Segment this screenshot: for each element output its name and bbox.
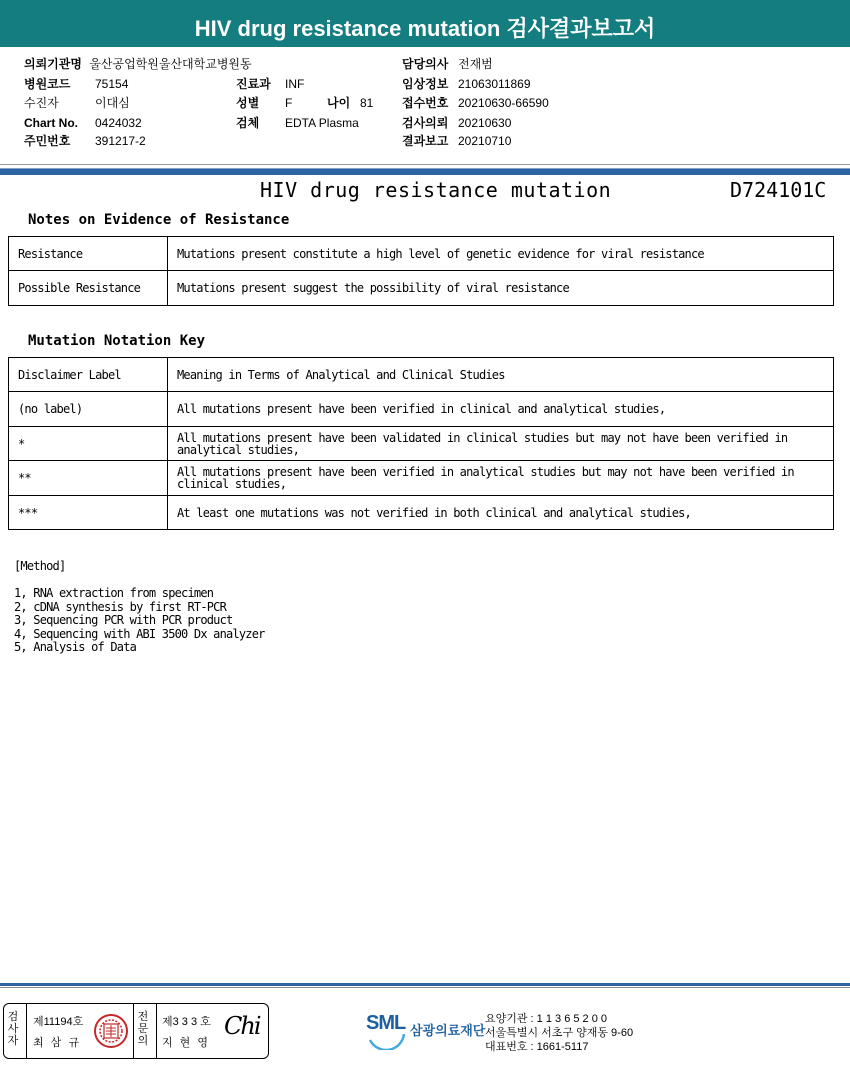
table-row <box>9 358 834 392</box>
requesting-org-value: 울산공업학원울산대학교병원동 <box>89 57 252 71</box>
doctor-label: 담당의사 <box>402 57 449 71</box>
specialist-license: 제3 3 3 호 <box>162 1016 211 1028</box>
list-item: 2, cDNA synthesis by first RT-PCR <box>14 599 227 614</box>
specimen-value: EDTA Plasma <box>285 116 359 130</box>
examiner-seal-icon <box>93 1013 129 1049</box>
doctor-value: 전재범 <box>458 57 493 71</box>
header-blue-rule <box>0 168 850 175</box>
phone-number: 대표번호 : 1661-5117 <box>485 1041 589 1053</box>
patient-name-label: 수진자 <box>24 96 59 110</box>
org-name: 삼광의료재단 <box>410 1023 486 1038</box>
key-text-one-star: All mutations present have been validated in clinical studies but may not have been verified in analytical studies, <box>168 427 834 461</box>
resident-no-value: 391217-2 <box>95 134 146 148</box>
request-date-value: 20210630 <box>458 116 512 130</box>
report-code: D724101C <box>730 178 827 202</box>
examiner-label: 검사자 <box>7 1011 19 1047</box>
footer-blue-rule <box>0 983 850 986</box>
divider <box>133 1003 134 1058</box>
sex-value: F <box>285 96 293 110</box>
method-heading: [Method] <box>14 559 66 573</box>
age-label: 나이 <box>327 96 351 110</box>
key-label-no-label: (no label) <box>9 392 168 427</box>
key-label-two-star: ** <box>9 461 168 496</box>
list-item: 4, Sequencing with ABI 3500 Dx analyzer <box>14 626 265 641</box>
notes-label-resistance: Resistance <box>9 237 168 271</box>
hospital-code-label: 병원코드 <box>24 77 71 91</box>
notes-text-resistance: Mutations present constitute a high level of genetic evidence for viral resistance <box>168 237 834 271</box>
key-heading: Mutation Notation Key <box>28 333 206 349</box>
key-table <box>8 357 834 530</box>
clinical-info-value: 21063011869 <box>458 77 531 91</box>
signature: Chi <box>224 1012 260 1040</box>
chart-no-value: 0424032 <box>95 116 142 130</box>
header-divider <box>0 164 850 165</box>
notes-heading: Notes on Evidence of Resistance <box>28 212 290 228</box>
notes-text-possible: Mutations present suggest the possibility of viral resistance <box>168 271 834 306</box>
hospital-code-value: 75154 <box>95 77 129 91</box>
specialist-name: 지 현 영 <box>162 1037 210 1049</box>
department-label: 진료과 <box>236 77 271 91</box>
receipt-no-label: 접수번호 <box>402 96 449 110</box>
sex-label: 성별 <box>236 96 260 110</box>
key-header-label: Disclaimer Label <box>9 358 168 392</box>
key-text-two-star: All mutations present have been verified in analytical studies but may not have been verified in clinical studies, <box>168 461 834 496</box>
key-label-one-star: * <box>9 427 168 461</box>
department-value: INF <box>285 77 305 91</box>
specialist-label: 전문의 <box>137 1011 149 1047</box>
examiner-name: 최 삼 규 <box>33 1037 81 1049</box>
specimen-label: 검체 <box>236 116 260 130</box>
divider <box>26 1003 27 1058</box>
table-row <box>9 237 834 271</box>
notes-table <box>8 236 834 306</box>
resident-no-label: 주민번호 <box>24 134 71 148</box>
report-date-value: 20210710 <box>458 134 512 148</box>
key-label-three-star: *** <box>9 496 168 530</box>
hospital-code-row <box>24 77 70 91</box>
table-row <box>9 461 834 496</box>
clinical-info-label: 임상정보 <box>402 77 449 91</box>
address: 서울특별시 서초구 양재동 9-60 <box>485 1027 634 1039</box>
age-value: 81 <box>360 96 374 110</box>
key-text-three-star: At least one mutations was not verified in both clinical and analytical studies, <box>168 496 834 530</box>
chart-no-label: Chart No. <box>24 116 78 130</box>
receipt-no-value: 20210630-66590 <box>458 96 549 110</box>
footer-divider <box>0 987 850 988</box>
key-header-text: Meaning in Terms of Analytical and Clinical Studies <box>168 358 834 392</box>
key-text-no-label: All mutations present have been verified in clinical and analytical studies, <box>168 392 834 427</box>
report-title: HIV drug resistance mutation <box>260 178 612 202</box>
report-banner-title: HIV drug resistance mutation 검사결과보고서 <box>0 0 850 47</box>
patient-name-value: 이대심 <box>95 96 130 110</box>
table-row <box>9 271 834 306</box>
method-list <box>14 587 265 655</box>
report-date-label: 결과보고 <box>402 134 449 148</box>
requesting-org-label: 의뢰기관명 <box>24 57 82 71</box>
org-address-block <box>485 1012 633 1054</box>
table-row <box>9 496 834 530</box>
table-row <box>9 392 834 427</box>
request-date-label: 검사의뢰 <box>402 116 449 130</box>
notes-label-possible: Possible Resistance <box>9 271 168 306</box>
list-item: 5, Analysis of Data <box>14 640 137 654</box>
sml-logo-text: SML <box>366 1012 406 1034</box>
requesting-org-row <box>24 57 252 71</box>
divider <box>156 1003 157 1058</box>
examiner-license: 제11194호 <box>33 1016 84 1028</box>
table-row <box>9 427 834 461</box>
institution-code: 요양기관 : 1 1 3 6 5 2 0 0 <box>485 1013 608 1025</box>
list-item: 3, Sequencing PCR with PCR product <box>14 613 233 627</box>
list-item: 1, RNA extraction from specimen <box>14 586 214 600</box>
